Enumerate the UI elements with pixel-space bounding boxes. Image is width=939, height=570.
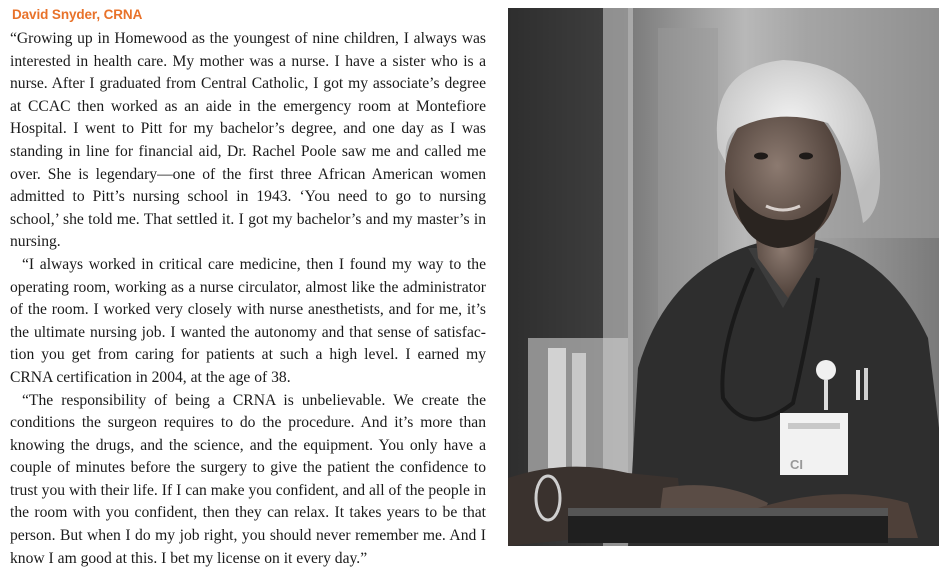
article-body <box>10 28 486 570</box>
paragraph-2: “I always worked in critical care medicine, then I found my way to the operating room, working as a nurse circulator, almost like the administrator of the room. I worked very closely with nurse anesthetists, and for me, it’s the ultimate nursing job. I wanted the autonomy and that sense of satisfaction you get from caring for patients at such a high level. I earned my CRNA certification in 2004, at the age of 38. <box>10 254 486 390</box>
paragraph-1: “Growing up in Homewood as the youngest of nine children, I always was interested in health care. My mother was a nurse. I have a sister who is a nurse. After I graduated from Central Catholic, I got my associate’s degree at CCAC then worked as an aide in the emergency room at Montefiore Hospital. I went to Pitt for my bachelor’s degree, and one day as I was standing in line for financial aid, Dr. Rachel Poole saw me and called me over. She is legendary—one of the first three African American women admitted to Pitt’s nursing school in 1943. ‘You need to go to nursing school,’ she told me. That settled it. I got my bachelor’s and my master’s in nursing. <box>10 28 486 254</box>
paragraph-3: “The responsibility of being a CRNA is unbelievable. We create the conditions the surgeon requires to do the procedure. And it’s more than knowing the drugs, and the science, and the equipment. You only have a couple of minutes before the surgery to give the patient the confidence to trust you with their life. If I can make you confident, and all of the people in the room with you confident, then they can relax. It takes years to be that person. But when I do my job right, you should never remember me. And I know I am good at this. I bet my license on it every day.” <box>10 390 486 570</box>
portrait-illustration <box>508 8 939 546</box>
badge-text: CI <box>790 457 803 472</box>
byline: David Snyder, CRNA <box>12 6 486 24</box>
article-column <box>10 6 486 570</box>
portrait-photo <box>508 8 939 546</box>
